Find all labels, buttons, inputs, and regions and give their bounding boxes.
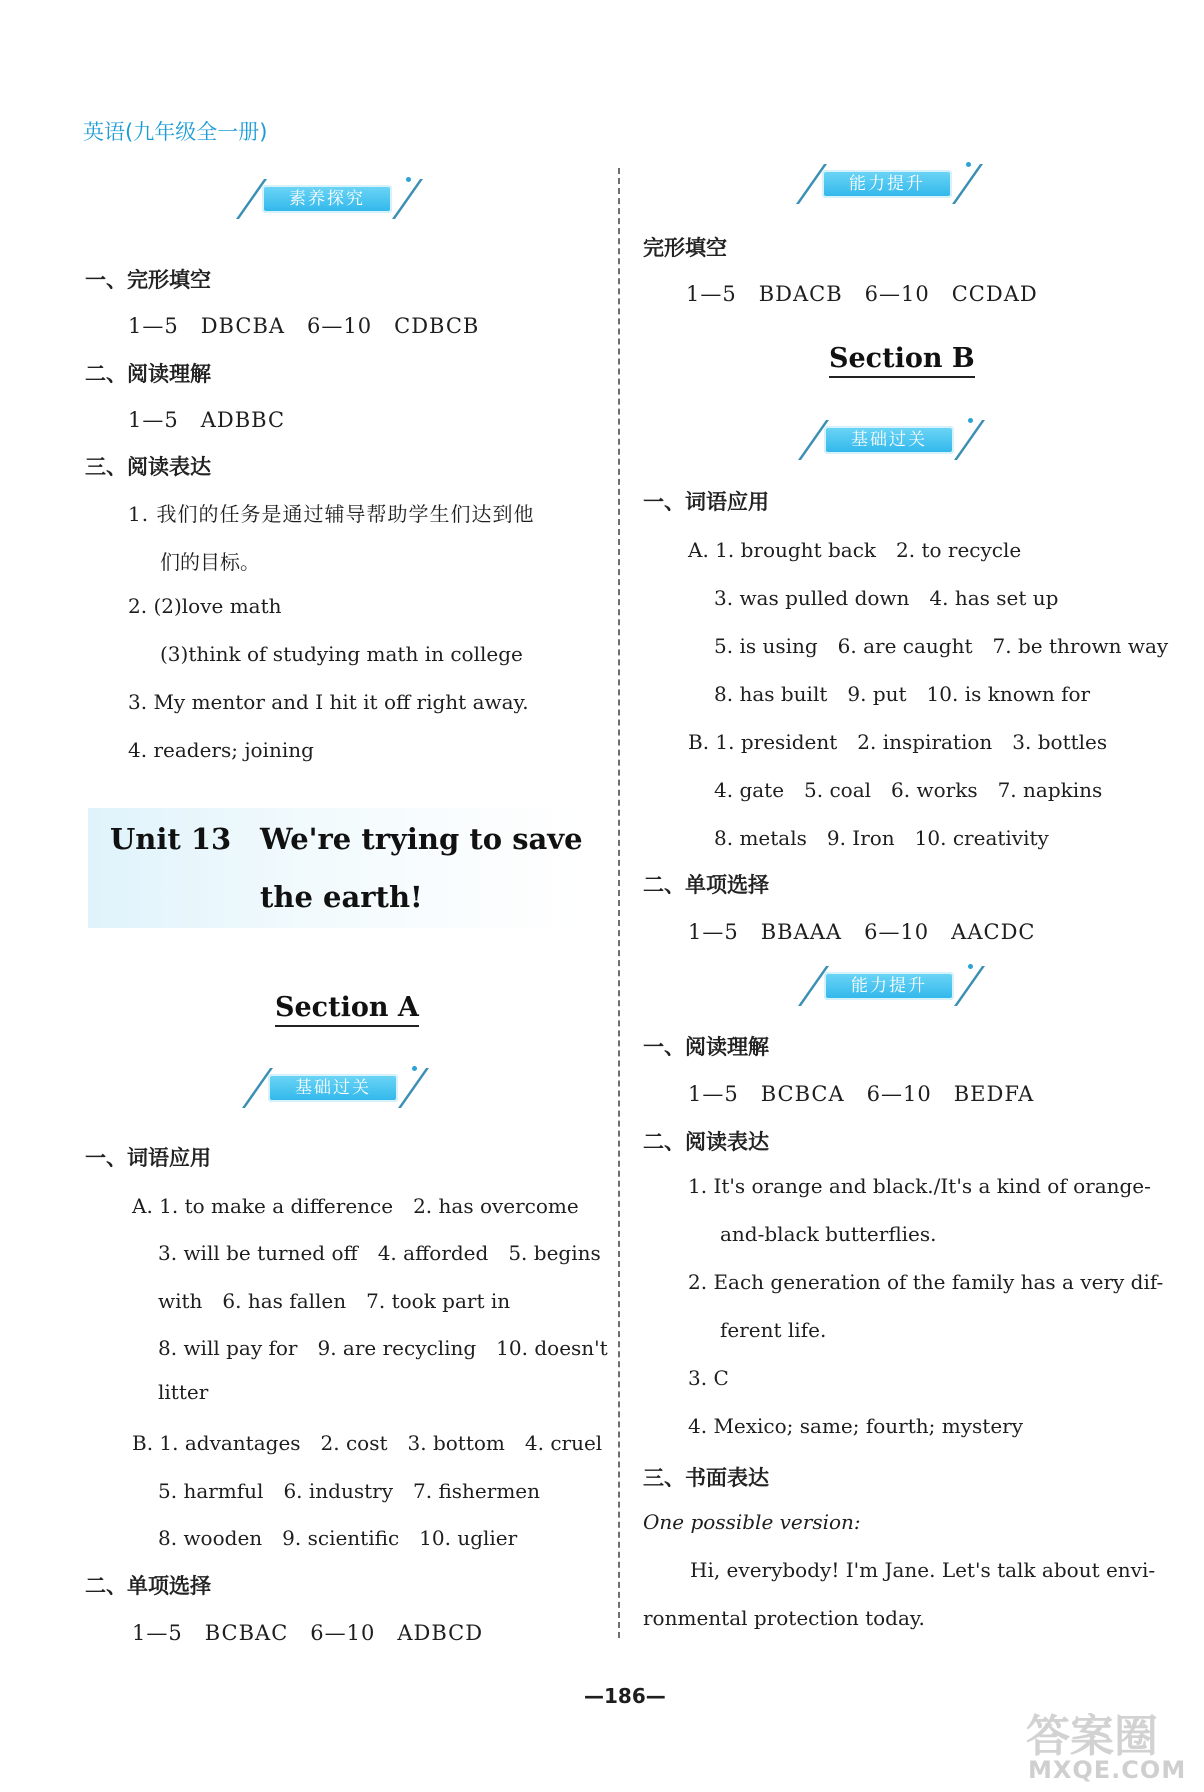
section-title-reading-expression-right: 二、阅读表达 [643,1130,769,1154]
answer-line: 3. My mentor and I hit it off right away. [128,690,529,714]
answer-line: 们的目标。 [160,550,260,574]
answer-line: 1. 我们的任务是通过辅导帮助学生们达到他 [128,502,535,526]
answers-single-choice: 1—5 BCBAC 6—10 ADBCD [132,1621,484,1645]
answer-line: 1. It's orange and black./It's a kind of orange- [688,1174,1151,1198]
answer-line: 3. was pulled down 4. has set up [714,586,1059,610]
tag-dot [412,1066,417,1071]
section-title-word-use: 一、词语应用 [85,1146,211,1170]
answer-line: litter [158,1380,209,1404]
answers-cloze-right: 1—5 BDACB 6—10 CCDAD [686,282,1038,306]
answer-line: 8. has built 9. put 10. is known for [714,682,1091,706]
tag-dot [968,418,973,423]
unit-number: Unit 13 [110,822,232,856]
answer-line: 8. wooden 9. scientific 10. uglier [158,1526,518,1550]
answer-line: 3. will be turned off 4. afforded 5. begins [158,1241,601,1265]
answer-line: B. 1. advantages 2. cost 3. bottom 4. cruel [132,1431,603,1455]
writing-intro: One possible version: [643,1510,861,1534]
answer-line: A. 1. to make a difference 2. has overcome [132,1194,579,1218]
tag-suyang [230,175,420,221]
tag-nengli [790,160,980,206]
writing-line: ronmental protection today. [643,1606,925,1630]
section-title-writing: 三、书面表达 [643,1466,769,1490]
section-title-cloze: 一、完形填空 [85,268,211,292]
answer-line: 8. will pay for 9. are recycling 10. doesn't [158,1336,608,1360]
section-title-word-use-right: 一、词语应用 [643,490,769,514]
answers-cloze: 1—5 DBCBA 6—10 CDBCB [128,314,480,338]
tag-slash-right [398,1068,429,1108]
tag-dot [966,162,971,167]
answer-line: with 6. has fallen 7. took part in [158,1289,511,1313]
writing-line: Hi, everybody! I'm Jane. Let's talk about envi- [690,1558,1156,1582]
unit-title-line2: the earth! [260,880,423,914]
column-divider [618,168,620,1638]
answer-line: and-black butterflies. [720,1222,937,1246]
tag-slash-right [954,966,985,1006]
watermark-logo-text: 答案圈 [1026,1711,1158,1762]
answer-line: 4. readers; joining [128,738,314,762]
section-title-reading-expression: 三、阅读表达 [85,455,211,479]
tag-nengli [792,962,982,1008]
answer-line: 8. metals 9. Iron 10. creativity [714,826,1049,850]
watermark-url: MXQE.COM [1028,1756,1187,1784]
answer-line: A. 1. brought back 2. to recycle [688,538,1022,562]
answer-line: 2. (2)love math [128,594,282,618]
unit-title-line1: We're trying to save [260,822,583,856]
tag-dot [406,177,411,182]
tag-label: 能力提升 [822,170,952,198]
section-title-reading-right: 一、阅读理解 [643,1035,769,1059]
section-title-single-choice-right: 二、单项选择 [643,873,769,897]
tag-label: 能力提升 [824,972,954,1000]
answer-line: ferent life. [720,1318,827,1342]
section-title-reading: 二、阅读理解 [85,362,211,386]
book-header: 英语(九年级全一册) [83,120,268,144]
answer-line: 5. harmful 6. industry 7. fishermen [158,1479,541,1503]
tag-jichu [236,1064,426,1110]
answers-reading-right: 1—5 BCBCA 6—10 BEDFA [688,1082,1035,1106]
tag-jichu [792,416,982,462]
tag-slash-right [952,164,983,204]
section-b-heading: Section B [829,343,975,378]
tag-slash-right [392,179,423,219]
answers-single-choice-right: 1—5 BBAAA 6—10 AACDC [688,920,1036,944]
tag-label: 素养探究 [262,185,392,213]
answer-line: 3. C [688,1366,729,1390]
answer-line: (3)think of studying math in college [160,642,523,666]
answers-reading: 1—5 ADBBC [128,408,286,432]
section-title-cloze-right: 完形填空 [643,236,727,260]
tag-label: 基础过关 [824,426,954,454]
section-a-heading: Section A [275,992,419,1027]
tag-dot [968,964,973,969]
page-number: —186— [584,1684,666,1708]
answer-line: 4. Mexico; same; fourth; mystery [688,1414,1024,1438]
section-title-single-choice: 二、单项选择 [85,1574,211,1598]
answer-line: 2. Each generation of the family has a very dif- [688,1270,1164,1294]
answer-line: B. 1. president 2. inspiration 3. bottles [688,730,1108,754]
answer-line: 4. gate 5. coal 6. works 7. napkins [714,778,1103,802]
tag-label: 基础过关 [268,1074,398,1102]
tag-slash-right [954,420,985,460]
answer-line: 5. is using 6. are caught 7. be thrown way [714,634,1169,658]
